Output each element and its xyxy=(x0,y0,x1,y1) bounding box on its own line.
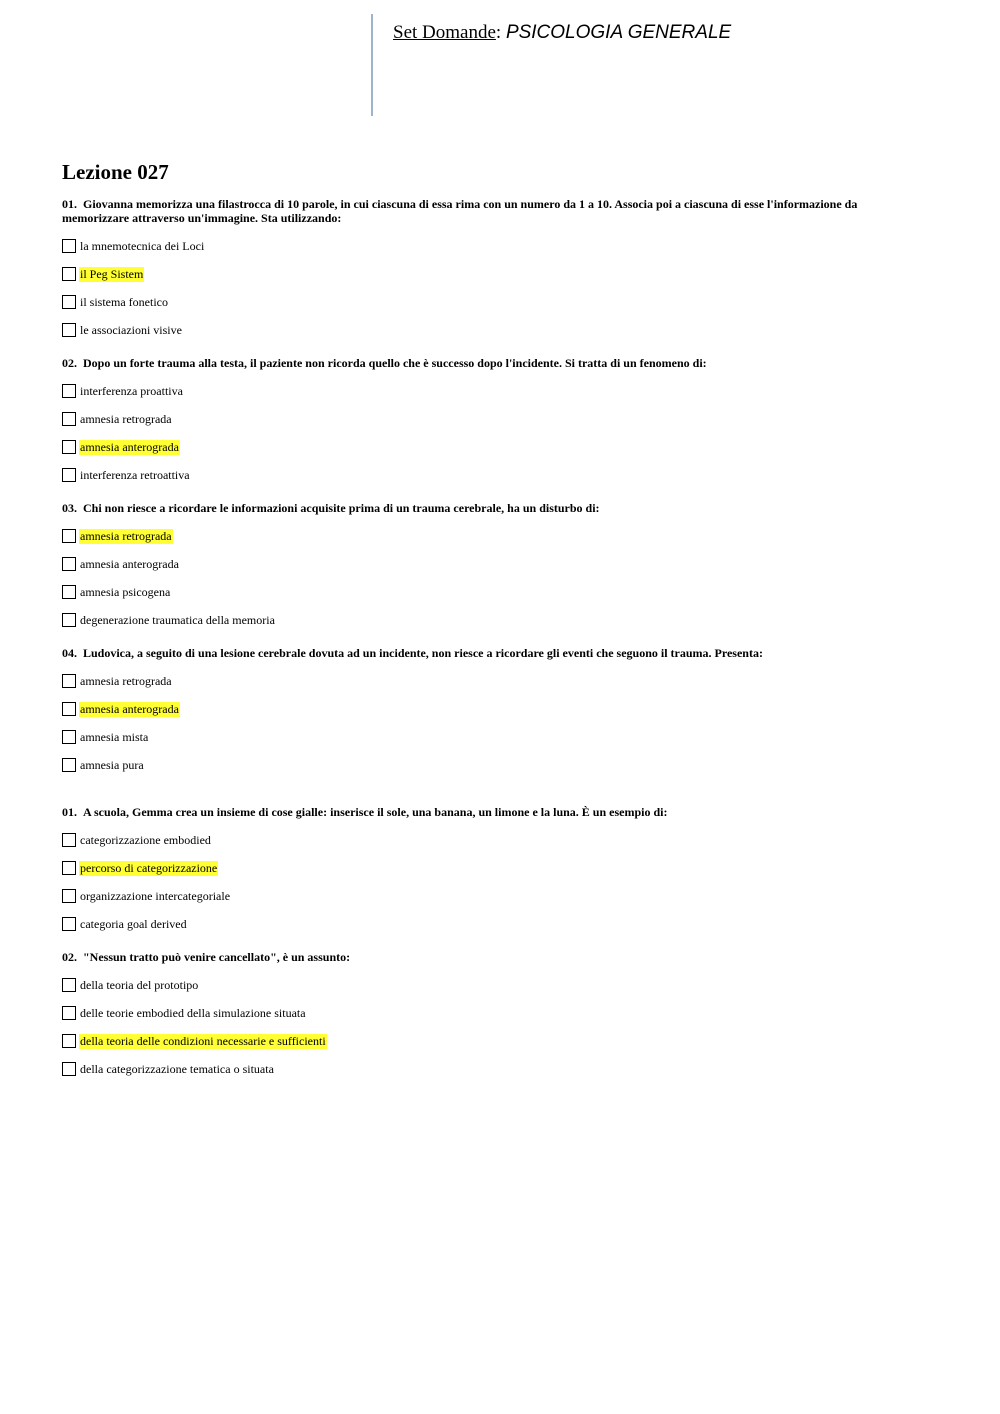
answer-option[interactable] xyxy=(62,910,912,938)
question-prompt: Chi non riesce a ricordare le informazioni acquisite prima di un trauma cerebrale, ha un disturbo di: xyxy=(83,501,600,515)
option-label: interferenza proattiva xyxy=(80,383,183,398)
answer-option[interactable] xyxy=(62,288,912,316)
answer-option[interactable] xyxy=(62,578,912,606)
question-4 xyxy=(62,646,912,779)
checkbox[interactable] xyxy=(62,295,76,309)
answer-option-correct[interactable] xyxy=(62,522,912,550)
question-prompt: Dopo un forte trauma alla testa, il paziente non ricorda quello che è successo dopo l'incidente. Si tratta di un fenomeno di: xyxy=(83,356,707,370)
option-label: amnesia pura xyxy=(80,757,144,772)
checkbox[interactable] xyxy=(62,861,76,875)
checkbox[interactable] xyxy=(62,730,76,744)
checkbox[interactable] xyxy=(62,267,76,281)
answer-option-correct[interactable] xyxy=(62,260,912,288)
header-divider xyxy=(371,14,373,116)
answer-option-correct[interactable] xyxy=(62,433,912,461)
answer-option[interactable] xyxy=(62,377,912,405)
answer-option[interactable] xyxy=(62,550,912,578)
option-label: amnesia anterograda xyxy=(80,701,179,716)
checkbox[interactable] xyxy=(62,323,76,337)
question-text xyxy=(62,501,912,515)
question-number: 04. xyxy=(62,646,77,660)
question-2 xyxy=(62,356,912,489)
checkbox[interactable] xyxy=(62,978,76,992)
option-label: della teoria del prototipo xyxy=(80,977,199,992)
checkbox[interactable] xyxy=(62,833,76,847)
option-label: della categorizzazione tematica o situata xyxy=(80,1061,274,1076)
question-1 xyxy=(62,197,912,344)
question-text xyxy=(62,950,912,964)
option-label: delle teorie embodied della simulazione situata xyxy=(80,1005,306,1020)
answer-option[interactable] xyxy=(62,826,912,854)
option-label: le associazioni visive xyxy=(80,322,182,337)
header-subject: PSICOLOGIA GENERALE xyxy=(505,22,732,43)
question-prompt: Giovanna memorizza una filastrocca di 10 parole, in cui ciascuna di essa rima con un numero da 1 a 10. Associa poi a ciascuna di esse l'informazione da memorizzare attraverso un'immagine. Sta utilizzando: xyxy=(62,197,858,225)
option-label: amnesia mista xyxy=(80,729,149,744)
checkbox[interactable] xyxy=(62,412,76,426)
answer-option[interactable] xyxy=(62,316,912,344)
answer-option[interactable] xyxy=(62,999,912,1027)
answer-option[interactable] xyxy=(62,667,912,695)
answer-option-correct[interactable] xyxy=(62,854,912,882)
option-label: degenerazione traumatica della memoria xyxy=(80,612,275,627)
question-6 xyxy=(62,950,912,1083)
question-list xyxy=(62,197,912,1083)
question-number: 01. xyxy=(62,805,77,819)
checkbox[interactable] xyxy=(62,758,76,772)
option-label: la mnemotecnica dei Loci xyxy=(80,238,205,253)
option-label: categoria goal derived xyxy=(80,916,187,931)
question-prompt: A scuola, Gemma crea un insieme di cose gialle: inserisce il sole, una banana, un limone e la luna. È un esempio di: xyxy=(83,805,668,819)
answer-option[interactable] xyxy=(62,751,912,779)
option-label: amnesia anterograda xyxy=(80,556,179,571)
document-header xyxy=(393,22,731,44)
question-number: 03. xyxy=(62,501,77,515)
lesson-title: Lezione 027 xyxy=(62,160,169,184)
checkbox[interactable] xyxy=(62,674,76,688)
option-label: amnesia retrograda xyxy=(80,673,172,688)
answer-option[interactable] xyxy=(62,882,912,910)
option-label: organizzazione intercategoriale xyxy=(80,888,231,903)
checkbox[interactable] xyxy=(62,384,76,398)
question-prompt: Ludovica, a seguito di una lesione cerebrale dovuta ad un incidente, non riesce a ricordare gli eventi che seguono il trauma. Presenta: xyxy=(83,646,763,660)
header-separator: : xyxy=(495,22,502,43)
question-text xyxy=(62,197,912,225)
checkbox[interactable] xyxy=(62,585,76,599)
answer-option[interactable] xyxy=(62,461,912,489)
question-number: 02. xyxy=(62,356,77,370)
answer-option[interactable] xyxy=(62,232,912,260)
option-label: della teoria delle condizioni necessarie e sufficienti xyxy=(80,1033,326,1048)
answer-option[interactable] xyxy=(62,1055,912,1083)
checkbox[interactable] xyxy=(62,889,76,903)
option-label: amnesia anterograda xyxy=(80,439,179,454)
checkbox[interactable] xyxy=(62,440,76,454)
checkbox[interactable] xyxy=(62,239,76,253)
option-label: il Peg Sistem xyxy=(80,266,144,281)
option-label: amnesia retrograda xyxy=(80,411,172,426)
checkbox[interactable] xyxy=(62,702,76,716)
answer-option[interactable] xyxy=(62,971,912,999)
header-label: Set Domande xyxy=(393,22,496,43)
checkbox[interactable] xyxy=(62,468,76,482)
checkbox[interactable] xyxy=(62,1034,76,1048)
checkbox[interactable] xyxy=(62,1062,76,1076)
answer-option[interactable] xyxy=(62,723,912,751)
question-text xyxy=(62,646,912,660)
question-number: 02. xyxy=(62,950,77,964)
checkbox[interactable] xyxy=(62,917,76,931)
answer-option-correct[interactable] xyxy=(62,695,912,723)
option-label: amnesia retrograda xyxy=(80,528,172,543)
option-label: percorso di categorizzazione xyxy=(80,860,218,875)
option-label: interferenza retroattiva xyxy=(80,467,190,482)
answer-option[interactable] xyxy=(62,606,912,634)
option-label: categorizzazione embodied xyxy=(80,832,211,847)
question-number: 01. xyxy=(62,197,77,211)
question-prompt: "Nessun tratto può venire cancellato", è un assunto: xyxy=(83,950,351,964)
question-5 xyxy=(62,805,912,938)
answer-option[interactable] xyxy=(62,405,912,433)
checkbox[interactable] xyxy=(62,529,76,543)
question-3 xyxy=(62,501,912,634)
checkbox[interactable] xyxy=(62,613,76,627)
checkbox[interactable] xyxy=(62,557,76,571)
question-text xyxy=(62,805,912,819)
option-label: amnesia psicogena xyxy=(80,584,171,599)
answer-option-correct[interactable] xyxy=(62,1027,912,1055)
question-text xyxy=(62,356,912,370)
option-label: il sistema fonetico xyxy=(80,294,168,309)
checkbox[interactable] xyxy=(62,1006,76,1020)
